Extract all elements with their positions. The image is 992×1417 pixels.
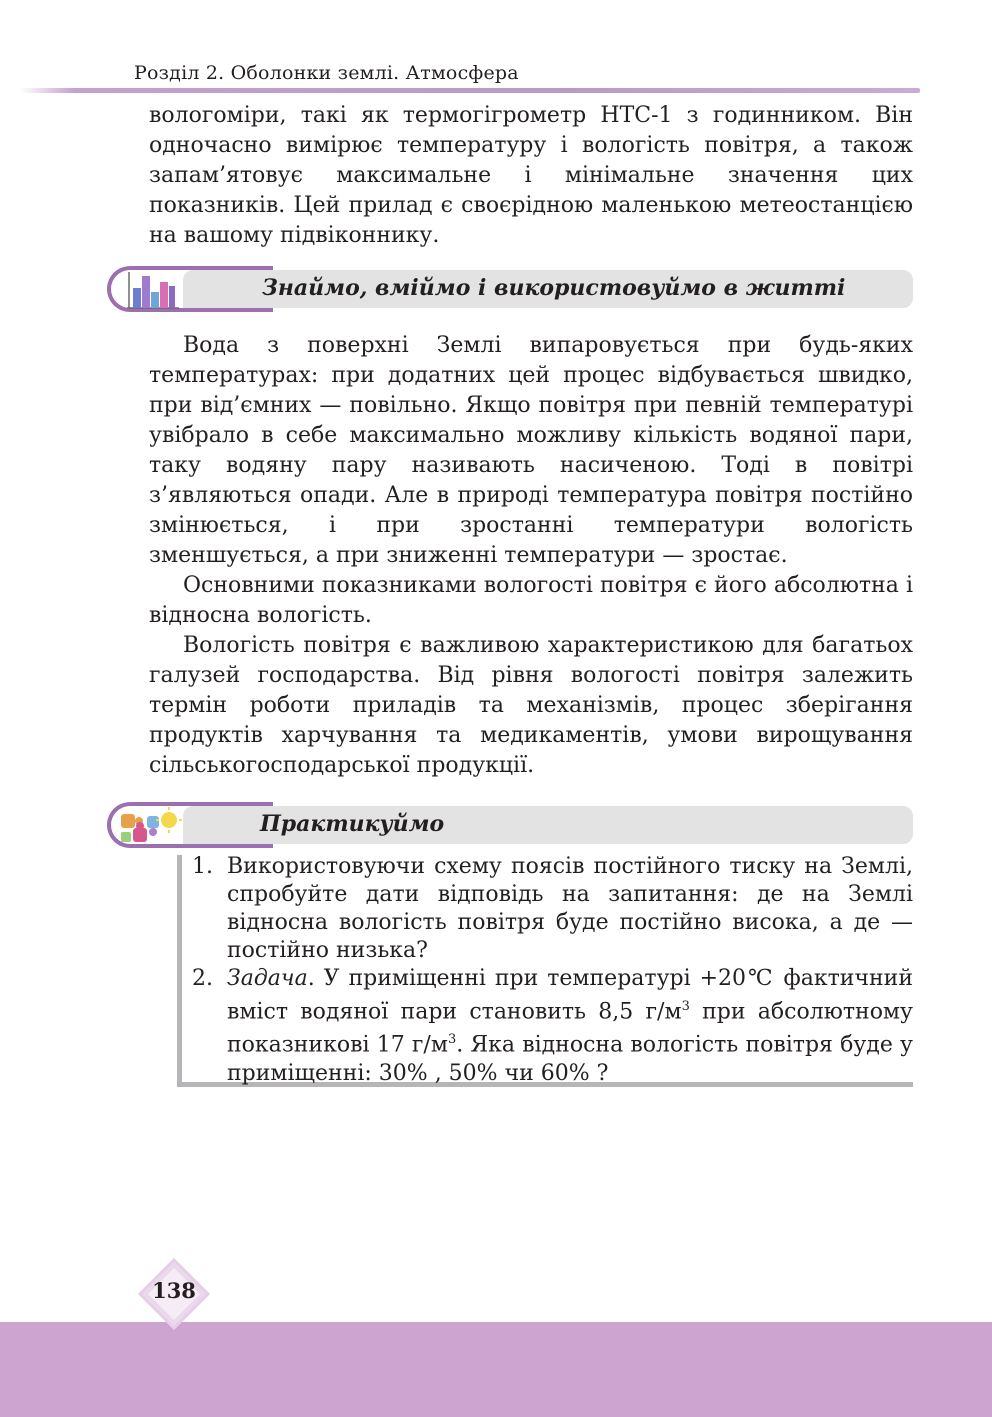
task-number: 2.	[192, 966, 213, 991]
superscript: 3	[447, 1032, 457, 1048]
running-header: Розділ 2. Оболонки землі. Атмосфера	[134, 62, 519, 84]
knowledge-paragraph: Основними показниками вологості повітря є його абсолютна і відносна вологість.	[149, 573, 913, 628]
knowledge-paragraph: Вологість повітря є важливою характеристикою для багатьох галузей господарства. Від рівня вологості повітря залежить термін роботи приладів та механізмів, процес зберігання продуктів харчування та медикаментів, умови вирощування сільськогосподарської продукції.	[149, 633, 913, 778]
knowledge-paragraph: Вода з поверхні Землі випаровується при будь-яких температурах: при додатних цей процес відбувається швидко, при від’ємних — повільно. Якщо повітря при певній температурі увібрало в себе максимально можливу кількість водяної пари, таку водяну пару називають насиченою. Тоді в повітрі з’являються опади. Але в природі температура повітря постійно змінюється, і при зростанні температури вологість зменшується, а при зниженні температури — зростає.	[149, 333, 913, 568]
section-header-knowledge	[107, 266, 913, 316]
task-text	[227, 965, 913, 1088]
task-item	[192, 965, 913, 1088]
superscript: 3	[681, 999, 690, 1014]
task-text-part: . Яка відносна вологість повітря буде у приміщенні: 30% , 50% чи 60% ?	[227, 1032, 913, 1086]
chart-icon	[123, 270, 181, 310]
section-header-practice	[107, 802, 913, 852]
task-text-part: при абсолютному показникові 17 г/м	[227, 999, 913, 1058]
task-number: 1.	[192, 854, 213, 879]
task-label: Задача	[227, 966, 308, 991]
task-text-part: . У приміщенні при температурі +20℃ фактичний вміст водяної пари становить 8,5 г/м	[227, 966, 913, 1025]
section-title-knowledge: Знаймо, вміймо і використовуймо в житті	[262, 275, 846, 301]
puzzle-icon	[117, 806, 187, 848]
task-text: Використовуючи схему поясів постійного тиску на Землі, спробуйте дати відповідь на запитання: де на Землі відносна вологість повітря буде постійно висока, а де — постійно низька?	[227, 854, 913, 963]
intro-paragraph: вологоміри, такі як термогігрометр НТС-1 з годинником. Він одночасно вимірює температуру і вологість повітря, а також запам’ятовує максимальне і мінімальне значення цих показників. Цей прилад є своєрідною маленькою метеостанцією на вашому підвіконнику.	[149, 103, 913, 248]
header-divider	[20, 88, 920, 93]
page-number: 138	[152, 1278, 196, 1303]
task-item	[192, 853, 913, 965]
section-title-practice: Практикуймо	[260, 811, 445, 837]
footer-band	[0, 1322, 992, 1417]
